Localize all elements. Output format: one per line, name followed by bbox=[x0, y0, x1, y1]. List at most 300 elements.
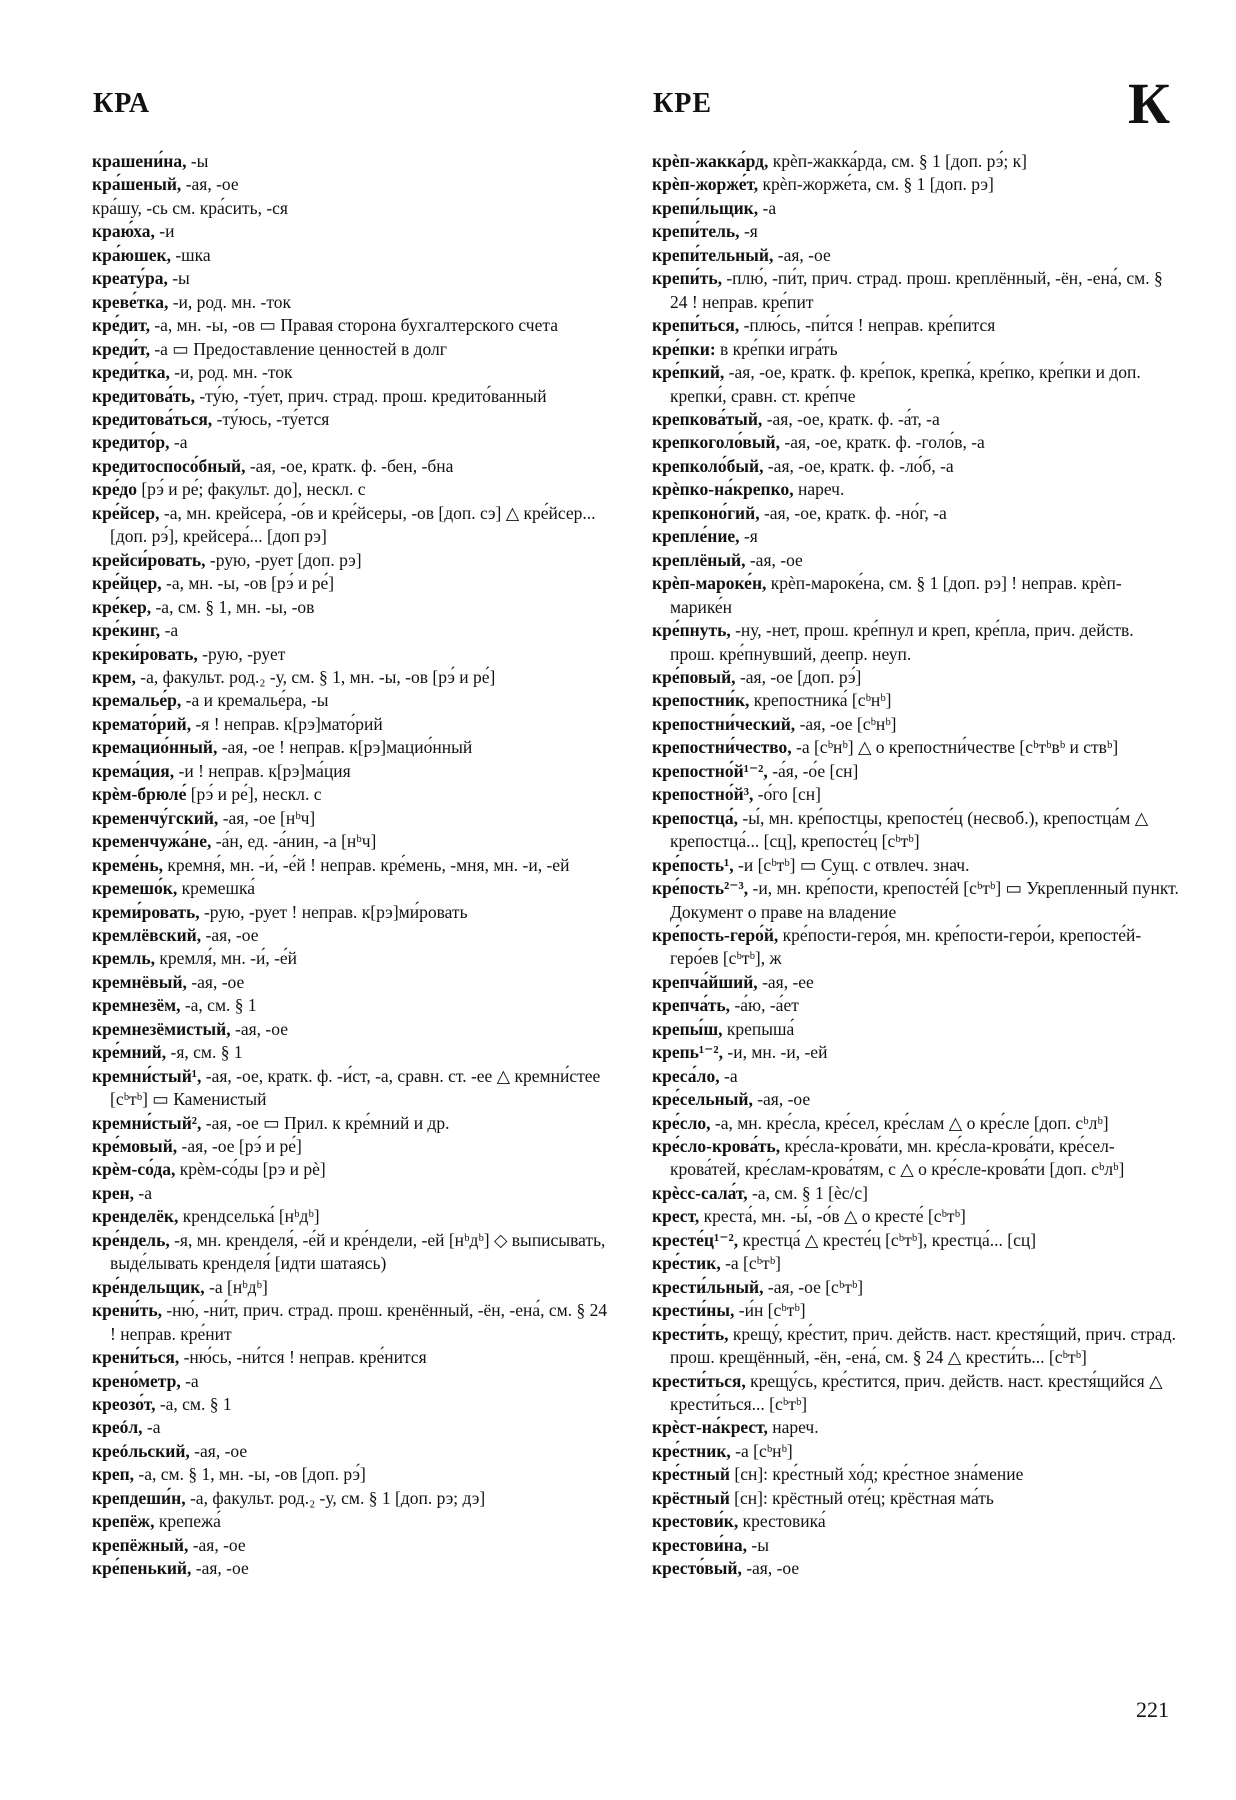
entry-body: -а ▭ Предоставление ценностей в долг bbox=[149, 338, 447, 359]
dictionary-entry bbox=[652, 1416, 1182, 1439]
entry-body: крѐп-жорже́та, см. § 1 [доп. рэ] bbox=[758, 174, 994, 195]
entry-body: -ы́, мн. кре́постцы, крепосте́ц (несвоб.), крепостца́м △ крепостца́... [сц], крепосте́ц [сᵇтᵇ] bbox=[670, 807, 1149, 852]
dictionary-entry bbox=[652, 1370, 1182, 1417]
entry-headword: кре́пнуть, bbox=[652, 620, 731, 641]
entry-headword: кра́юшек, bbox=[92, 244, 171, 265]
entry-headword: креп, bbox=[92, 1464, 135, 1485]
entry-body: -а bbox=[142, 1417, 161, 1438]
entry-headword: крепы́ш, bbox=[652, 1018, 723, 1039]
dictionary-entry bbox=[652, 244, 1182, 267]
dictionary-entry bbox=[652, 525, 1182, 548]
dictionary-entry bbox=[92, 1346, 617, 1369]
entry-body: -и [сᵇтᵇ] ▭ Сущ. с отвлеч. знач. bbox=[733, 854, 970, 875]
entry-headword: крепёжный, bbox=[92, 1534, 189, 1555]
entry-body: -ая, -ое, кратк. ф. кре́пок, крепка́, кре́пко, кре́пки и доп. крепки́, сравн. ст. кре́пче bbox=[670, 362, 1141, 406]
dictionary-entry bbox=[92, 783, 617, 806]
entry-body: -ая, -ое bbox=[191, 1558, 249, 1579]
dictionary-entry bbox=[92, 807, 617, 830]
entry-body: -ая, -ое bbox=[741, 1558, 800, 1579]
entry-headword: крестови́к, bbox=[652, 1511, 739, 1532]
dictionary-entry bbox=[652, 689, 1182, 712]
entry-body: нареч. bbox=[767, 1417, 819, 1438]
entry-headword: кремацио́нный, bbox=[92, 737, 218, 758]
entry-headword: крен, bbox=[92, 1182, 135, 1203]
dictionary-entry bbox=[92, 1135, 617, 1158]
entry-headword: крепостни́ческий, bbox=[652, 713, 796, 734]
entry-headword: креме́нь, bbox=[92, 854, 163, 875]
entry-headword: крепи́тельный, bbox=[652, 244, 774, 265]
dictionary-entry bbox=[92, 173, 617, 196]
entry-body: -а́н, ед. -а́нин, -а [нᵇч] bbox=[211, 831, 377, 852]
entry-headword: кредитоспосо́бный, bbox=[92, 455, 246, 476]
entry-headword: крести́ться, bbox=[652, 1370, 746, 1391]
entry-body: -и bbox=[154, 221, 175, 242]
entry-headword: кремешо́к, bbox=[92, 878, 178, 899]
dictionary-entry bbox=[92, 1276, 617, 1299]
right-column bbox=[652, 150, 1182, 1581]
dictionary-entry bbox=[92, 596, 617, 619]
dictionary-entry bbox=[652, 1557, 1182, 1580]
entry-body: -рую, -рует [доп. рэ] bbox=[205, 549, 362, 570]
entry-headword: кре́мний, bbox=[92, 1042, 167, 1063]
entry-body: -ая, -ое bbox=[188, 1534, 246, 1555]
entry-body: -а, мн. -ы, -ов [рэ́ и ре́] bbox=[161, 573, 335, 594]
entry-body: -и, род. мн. -ток bbox=[168, 291, 291, 312]
entry-headword: крѐп-жакка́рд, bbox=[652, 151, 769, 171]
entry-headword: крѐпко-на́крепко, bbox=[652, 479, 794, 500]
entry-body: -а bbox=[180, 1370, 199, 1391]
entry-headword: креве́тка, bbox=[92, 291, 169, 312]
entry-headword: кре́йсер, bbox=[92, 502, 160, 523]
entry-body: -ая, -ое bbox=[186, 971, 245, 992]
entry-headword: крейси́ровать, bbox=[92, 549, 206, 570]
dictionary-entry bbox=[92, 760, 617, 783]
entry-headword: крѐп-жорже́т, bbox=[652, 174, 759, 195]
entry-headword: крепдеши́н, bbox=[92, 1487, 186, 1508]
section-letter: К bbox=[1128, 71, 1171, 136]
entry-headword: кре́сельный, bbox=[652, 1089, 753, 1110]
entry-body: -а [сᵇнᵇ] △ о крепостни́честве [сᵇтᵇвᵇ и ствᵇ] bbox=[791, 737, 1119, 758]
entry-headword: крепча́ть, bbox=[652, 995, 731, 1016]
entry-body: -и, мн. -и, -ей bbox=[723, 1042, 828, 1063]
entry-body: -а bbox=[719, 1065, 738, 1086]
entry-body: -ая, -ое, кратк. ф. -голо́в, -а bbox=[780, 432, 985, 453]
entry-headword: кре́сло-крова́ть, bbox=[652, 1136, 781, 1157]
entry-body: -а, см. § 1 bbox=[180, 995, 257, 1016]
entry-headword: крепле́ние, bbox=[652, 526, 740, 547]
dictionary-entry bbox=[92, 1041, 617, 1064]
entry-headword: крепкоголо́вый, bbox=[652, 432, 781, 453]
dictionary-entry bbox=[92, 572, 617, 595]
entry-headword: кре́кер, bbox=[92, 596, 152, 617]
dictionary-entry bbox=[92, 736, 617, 759]
entry-body: кре́пости-геро́я, мн. кре́пости-геро́и, крепосте́й-геро́ев [сᵇтᵇ], ж bbox=[670, 924, 1142, 969]
entry-body: -ая, -ое, кратк. ф. -ло́б, -а bbox=[763, 455, 954, 476]
dictionary-entry bbox=[652, 1229, 1182, 1252]
entry-headword: кредитова́ть, bbox=[92, 385, 195, 406]
entry-headword: кре́пкий, bbox=[652, 362, 725, 383]
dictionary-entry bbox=[92, 478, 617, 501]
entry-body: -ая, -ое bbox=[752, 1089, 811, 1110]
dictionary-entry bbox=[652, 267, 1182, 314]
entry-body: -ая, -ое bbox=[773, 244, 831, 265]
entry-body: -а, см. § 1, мн. -ы, -ов bbox=[151, 596, 315, 617]
entry-body: крестца́ △ кресте́ц [сᵇтᵇ], крестца́... [сц] bbox=[738, 1229, 1037, 1250]
dictionary-entry bbox=[652, 1205, 1182, 1228]
entry-headword: крема́ция, bbox=[92, 760, 175, 781]
entry-headword: крепостни́чество, bbox=[652, 737, 792, 758]
entry-body: -а, мн. кре́сла, кре́сел, кре́слам △ о кре́сле [доп. сᵇлᵇ] bbox=[710, 1112, 1109, 1133]
entry-body: -а, см. § 1 [ѐс/с] bbox=[747, 1182, 868, 1203]
entry-headword: кре́дит, bbox=[92, 315, 150, 336]
entry-headword: кре́сло, bbox=[652, 1112, 711, 1133]
dictionary-entry bbox=[652, 1041, 1182, 1064]
entry-headword: кресте́ц¹⁻², bbox=[652, 1229, 739, 1250]
entry-body: -рую, -рует ! неправ. к[рэ]ми́ровать bbox=[199, 901, 468, 922]
entry-headword: креóльский, bbox=[92, 1440, 190, 1461]
entry-body: -ту́юсь, -ту́ется bbox=[212, 408, 330, 429]
entry-headword: кремлёвский, bbox=[92, 924, 202, 945]
dictionary-entry bbox=[652, 314, 1182, 337]
dictionary-entry bbox=[652, 783, 1182, 806]
dictionary-entry bbox=[92, 971, 617, 994]
dictionary-entry bbox=[92, 408, 617, 431]
entry-headword: кре́пенький, bbox=[92, 1558, 192, 1579]
dictionary-entry bbox=[92, 1370, 617, 1393]
entry-headword: кре́пки: bbox=[652, 338, 716, 359]
entry-body: кра́шу, -сь см. кра́сить, -ся bbox=[92, 197, 288, 218]
dictionary-entry bbox=[652, 338, 1182, 361]
entry-body: -а, см. § 1 bbox=[155, 1394, 232, 1415]
dictionary-entry bbox=[652, 431, 1182, 454]
dictionary-entry bbox=[652, 150, 1182, 173]
entry-body: [рэ́ и ре́; факульт. до], нескл. с bbox=[136, 479, 366, 500]
dictionary-entry bbox=[92, 877, 617, 900]
dictionary-entry bbox=[92, 666, 617, 689]
entry-body: -а и кремалье́ра, -ы bbox=[181, 690, 329, 711]
entry-body: -ая, -ое bbox=[230, 1018, 288, 1039]
dictionary-entry bbox=[652, 1088, 1182, 1111]
entry-headword: кремнезём, bbox=[92, 995, 181, 1016]
entry-headword: кре́стный bbox=[652, 1464, 730, 1485]
entry-headword: крени́ться, bbox=[92, 1347, 180, 1368]
entry-body: -а, мн. -ы, -ов ▭ Правая сторона бухгалтерского счета bbox=[149, 315, 558, 336]
dictionary-entry bbox=[652, 1018, 1182, 1041]
entry-body: -а bbox=[160, 620, 179, 641]
entry-headword: кремалье́р, bbox=[92, 690, 182, 711]
dictionary-entry bbox=[652, 1276, 1182, 1299]
entry-headword: кре́стик, bbox=[652, 1253, 721, 1274]
entry-body: -а [сᵇтᵇ] bbox=[720, 1253, 781, 1274]
left-guide-word: КРА bbox=[93, 88, 151, 119]
entry-body: крѐп-мароке́на, см. § 1 [доп. рэ] ! неправ. крѐп-марике́н bbox=[670, 573, 1122, 617]
dictionary-entry bbox=[92, 502, 617, 549]
dictionary-entry bbox=[652, 1252, 1182, 1275]
entry-headword: крести́ть, bbox=[652, 1323, 729, 1344]
entry-body: -а bbox=[134, 1182, 153, 1203]
dictionary-entry bbox=[92, 1158, 617, 1181]
dictionary-entry bbox=[92, 901, 617, 924]
dictionary-entry bbox=[92, 1416, 617, 1439]
entry-body: -ая, -ое [сᵇтᵇ] bbox=[763, 1276, 864, 1297]
entry-body: -ая, -ое bbox=[201, 924, 259, 945]
dictionary-entry bbox=[652, 666, 1182, 689]
entry-headword: крѐп-мароке́н, bbox=[652, 573, 767, 594]
entry-body: -ту́ю, -ту́ет, прич. страд. прош. кредито́ванный bbox=[194, 385, 547, 406]
dictionary-entry bbox=[92, 220, 617, 243]
entry-headword: крепконо́гий, bbox=[652, 502, 760, 523]
entry-body: крещу́сь, кре́стится, прич. действ. наст. крестя́щийся △ крести́ться... [сᵇтᵇ] bbox=[670, 1370, 1163, 1415]
dictionary-entry bbox=[92, 1229, 617, 1276]
entry-headword: кресто́вый, bbox=[652, 1558, 742, 1579]
entry-body: -ая, -ое [доп. рэ́] bbox=[735, 666, 862, 687]
entry-body: -и ! неправ. к[рэ]ма́ция bbox=[174, 760, 351, 781]
entry-headword: кре́мовый, bbox=[92, 1136, 178, 1157]
entry-headword: кре́ндельщик, bbox=[92, 1276, 205, 1297]
entry-headword: кре́стник, bbox=[652, 1440, 731, 1461]
entry-body: -ая, -ое bbox=[745, 549, 803, 570]
entry-body: -ая, -ое, кратк. ф. -и́ст, -а, сравн. ст. -ее △ кремни́стее [сᵇтᵇ] ▭ Каменистый bbox=[110, 1065, 601, 1110]
dictionary-entry bbox=[92, 1463, 617, 1486]
dictionary-entry bbox=[92, 643, 617, 666]
dictionary-entry bbox=[652, 1323, 1182, 1370]
dictionary-entry bbox=[652, 1065, 1182, 1088]
entry-headword: крепча́йший, bbox=[652, 971, 758, 992]
dictionary-entry bbox=[652, 994, 1182, 1017]
entry-body: -ая, -ое bbox=[181, 174, 239, 195]
entry-headword: креплёный, bbox=[652, 549, 746, 570]
entry-body: кре́сла-крова́ти, мн. кре́сла-крова́ти, кре́сел-крова́тей, кре́слам-крова́тям, с △ о кре́сле-крова́ти [доп. сᵇлᵇ] bbox=[670, 1136, 1125, 1180]
entry-body: [рэ́ и ре́], нескл. с bbox=[186, 784, 322, 805]
entry-body: -а, см. § 1, мн. -ы, -ов [доп. рэ́] bbox=[134, 1464, 366, 1485]
entry-headword: кре́пость¹, bbox=[652, 854, 734, 875]
entry-headword: кременчужа́не, bbox=[92, 831, 212, 852]
dictionary-entry bbox=[92, 619, 617, 642]
dictionary-entry bbox=[652, 197, 1182, 220]
entry-body: -а́ю, -а́ет bbox=[730, 995, 799, 1016]
entry-body: -ню́, -ни́т, прич. страд. прош. кренённый, -ён, -ена́, см. § 24 ! неправ. кре́нит bbox=[110, 1300, 608, 1344]
entry-body: -ая, -ое, кратк. ф. -а́т, -а bbox=[762, 408, 940, 429]
entry-body: -я, см. § 1 bbox=[166, 1042, 243, 1063]
dictionary-entry bbox=[92, 924, 617, 947]
entry-headword: крено́метр, bbox=[92, 1370, 181, 1391]
dictionary-entry bbox=[652, 361, 1182, 408]
entry-body: крѐп-жакка́рда, см. § 1 [доп. рэ́; к] bbox=[768, 151, 1027, 171]
dictionary-entry bbox=[92, 291, 617, 314]
dictionary-entry bbox=[92, 244, 617, 267]
dictionary-entry bbox=[652, 971, 1182, 994]
entry-body: -ы bbox=[167, 268, 190, 289]
dictionary-entry bbox=[92, 385, 617, 408]
entry-headword: краю́ха, bbox=[92, 221, 155, 242]
entry-body: -плю́сь, -пи́тся ! неправ. кре́пится bbox=[739, 315, 996, 336]
entry-body: -я bbox=[739, 221, 758, 242]
entry-body: креста́, мн. -ы́, -о́в △ о кресте́ [сᵇтᵇ] bbox=[699, 1206, 966, 1227]
entry-headword: кредитова́ться, bbox=[92, 408, 213, 429]
dictionary-entry bbox=[92, 1440, 617, 1463]
dictionary-entry bbox=[652, 478, 1182, 501]
entry-headword: креозо́т, bbox=[92, 1394, 156, 1415]
entry-headword: кременчу́гский, bbox=[92, 807, 219, 828]
entry-headword: крени́ть, bbox=[92, 1300, 162, 1321]
entry-headword: креми́ровать, bbox=[92, 901, 200, 922]
entry-body: -а bbox=[758, 197, 777, 218]
entry-body: -ая, -ое bbox=[189, 1440, 248, 1461]
dictionary-entry bbox=[652, 807, 1182, 854]
dictionary-entry bbox=[652, 1510, 1182, 1533]
dictionary-entry bbox=[652, 1182, 1182, 1205]
entry-body: -а́я, -о́е [сн] bbox=[767, 760, 859, 781]
entry-headword: крем, bbox=[92, 666, 136, 687]
entry-headword: крепи́ть, bbox=[652, 268, 722, 289]
entry-headword: крепь¹⁻², bbox=[652, 1042, 724, 1063]
entry-headword: кре́ндель, bbox=[92, 1229, 170, 1250]
dictionary-entry bbox=[652, 455, 1182, 478]
dictionary-entry bbox=[92, 830, 617, 853]
entry-headword: креса́ло, bbox=[652, 1065, 720, 1086]
entry-headword: крепёж, bbox=[92, 1511, 155, 1532]
entry-body: крендселька́ [нᵇдᵇ] bbox=[178, 1206, 320, 1227]
entry-headword: креки́ровать, bbox=[92, 643, 198, 664]
entry-body: -а, факульт. род.₂ -у, см. § 1, мн. -ы, -ов [рэ́ и ре́] bbox=[135, 666, 496, 687]
entry-body: [сн]: кре́стный хо́д; кре́стное зна́мение bbox=[730, 1464, 1024, 1485]
dictionary-entry bbox=[92, 1205, 617, 1228]
dictionary-entry bbox=[652, 220, 1182, 243]
entry-body: кремня́, мн. -и́, -е́й ! неправ. кре́мень, -мня, мн. -и, -ей bbox=[162, 854, 570, 875]
entry-headword: кре́пость-геро́й, bbox=[652, 924, 779, 945]
dictionary-entry bbox=[92, 267, 617, 290]
entry-body: -шка bbox=[170, 244, 211, 265]
entry-body: [сн]: крёстный оте́ц; крёстная ма́ть bbox=[729, 1487, 994, 1508]
entry-headword: кре́кинг, bbox=[92, 620, 161, 641]
entry-body: -а [сᵇнᵇ] bbox=[730, 1440, 793, 1461]
dictionary-entry bbox=[92, 1534, 617, 1557]
entry-headword: крести́ны, bbox=[652, 1300, 735, 1321]
dictionary-entry bbox=[652, 760, 1182, 783]
dictionary-entry bbox=[652, 1135, 1182, 1182]
entry-headword: крѐм-со́да, bbox=[92, 1159, 176, 1180]
entry-headword: крашени́на, bbox=[92, 151, 187, 171]
dictionary-entry bbox=[652, 408, 1182, 431]
dictionary-entry bbox=[92, 338, 617, 361]
page-number: 221 bbox=[1136, 1697, 1169, 1722]
dictionary-entry bbox=[92, 431, 617, 454]
dictionary-entry bbox=[652, 1299, 1182, 1322]
entry-body: кремешка́ bbox=[177, 878, 255, 899]
entry-body: -я bbox=[739, 526, 758, 547]
entry-body: -я, мн. кренделя́, -е́й и кре́ндели, -ей [нᵇдᵇ] ◇ выписывать, выде́лывать кренделя́ [идти шатаясь) bbox=[110, 1229, 606, 1274]
entry-headword: крѐст-на́крест, bbox=[652, 1417, 768, 1438]
dictionary-entry bbox=[92, 994, 617, 1017]
dictionary-entry bbox=[652, 877, 1182, 924]
left-column bbox=[92, 150, 617, 1581]
entry-body: кремля́, мн. -и́, -е́й bbox=[154, 948, 298, 969]
dictionary-entry bbox=[652, 549, 1182, 572]
entry-body: крепежа́ bbox=[154, 1511, 221, 1532]
dictionary-entry bbox=[92, 947, 617, 970]
entry-body: -а bbox=[169, 432, 188, 453]
entry-headword: крѐсс-сала́т, bbox=[652, 1182, 748, 1203]
entry-headword: кремни́стый¹, bbox=[92, 1065, 202, 1086]
entry-body: в кре́пки игра́ть bbox=[715, 338, 838, 359]
entry-body: нареч. bbox=[793, 479, 845, 500]
dictionary-entry bbox=[92, 1510, 617, 1533]
dictionary-entry bbox=[652, 854, 1182, 877]
dictionary-entry bbox=[652, 572, 1182, 619]
entry-body: крестовика́ bbox=[738, 1511, 826, 1532]
dictionary-entry bbox=[652, 713, 1182, 736]
dictionary-entry bbox=[92, 1065, 617, 1112]
entry-body: -ая, -ое [сᵇнᵇ] bbox=[795, 713, 897, 734]
entry-headword: крепостно́й³, bbox=[652, 784, 754, 805]
entry-body: -о́го [сн] bbox=[753, 784, 821, 805]
entry-body: -а, факульт. род.₂ -у, см. § 1 [доп. рэ; дэ] bbox=[185, 1487, 486, 1508]
entry-headword: кремль, bbox=[92, 948, 155, 969]
entry-headword: крести́льный, bbox=[652, 1276, 764, 1297]
entry-body: -и, род. мн. -ток bbox=[169, 362, 293, 383]
entry-headword: креóл, bbox=[92, 1417, 143, 1438]
entry-headword: крепостно́й¹⁻², bbox=[652, 760, 768, 781]
dictionary-entry bbox=[92, 1487, 617, 1510]
entry-headword: крестови́на, bbox=[652, 1534, 747, 1555]
entry-body: крепыша́ bbox=[722, 1018, 795, 1039]
entry-headword: креди́т, bbox=[92, 338, 150, 359]
entry-headword: крепи́тель, bbox=[652, 221, 740, 242]
entry-body: -ая, -ое ! неправ. к[рэ]мацио́нный bbox=[217, 737, 473, 758]
dictionary-entry bbox=[92, 1018, 617, 1041]
dictionary-entry bbox=[92, 689, 617, 712]
dictionary-entry bbox=[652, 924, 1182, 971]
entry-headword: крѐм-брюле́ bbox=[92, 784, 187, 805]
right-guide-word: КРЕ bbox=[653, 88, 713, 119]
dictionary-entry bbox=[652, 736, 1182, 759]
entry-body: -ая, -ое [нᵇч] bbox=[218, 807, 316, 828]
entry-body: -ы bbox=[747, 1534, 769, 1555]
entry-body: -ая, -ое, кратк. ф. -бен, -бна bbox=[245, 455, 454, 476]
entry-body: -ая, -ее bbox=[757, 971, 814, 992]
entry-headword: крепостца́, bbox=[652, 807, 738, 828]
dictionary-entry bbox=[652, 1440, 1182, 1463]
dictionary-entry bbox=[92, 1557, 617, 1580]
entry-body: -рую, -рует bbox=[197, 643, 286, 664]
entry-body: -ы bbox=[186, 151, 209, 171]
entry-headword: кремато́рий, bbox=[92, 713, 192, 734]
dictionary-entry bbox=[92, 455, 617, 478]
entry-headword: кремнёвый, bbox=[92, 971, 187, 992]
dictionary-entry bbox=[92, 1299, 617, 1346]
entry-headword: крест, bbox=[652, 1206, 700, 1227]
dictionary-entry bbox=[652, 1487, 1182, 1510]
dictionary-entry bbox=[652, 1463, 1182, 1486]
entry-headword: кренделёк, bbox=[92, 1206, 179, 1227]
entry-body: -ну, -нет, прош. кре́пнул и креп, кре́пла, прич. действ. прош. кре́пнувший, деепр. неуп. bbox=[670, 620, 1134, 664]
dictionary-entry bbox=[92, 549, 617, 572]
entry-body: крѐм-со́ды [рэ и рѐ] bbox=[175, 1159, 326, 1180]
dictionary-entry bbox=[652, 1534, 1182, 1557]
entry-body: -плю́, -пи́т, прич. страд. прош. креплённый, -ён, -ена́, см. § 24 ! неправ. кре́пит bbox=[670, 268, 1163, 312]
entry-headword: креату́ра, bbox=[92, 268, 168, 289]
entry-headword: крепкова́тый, bbox=[652, 408, 763, 429]
dictionary-entry bbox=[652, 502, 1182, 525]
dictionary-entry bbox=[92, 713, 617, 736]
entry-headword: кре́йцер, bbox=[92, 573, 162, 594]
entry-body: -ая, -ое [рэ́ и ре́] bbox=[177, 1136, 302, 1157]
entry-headword: кремнезёмистый, bbox=[92, 1018, 231, 1039]
entry-headword: кремни́стый², bbox=[92, 1112, 202, 1133]
dictionary-entry bbox=[92, 1112, 617, 1135]
dictionary-entry bbox=[652, 619, 1182, 666]
dictionary-entry bbox=[652, 1112, 1182, 1135]
